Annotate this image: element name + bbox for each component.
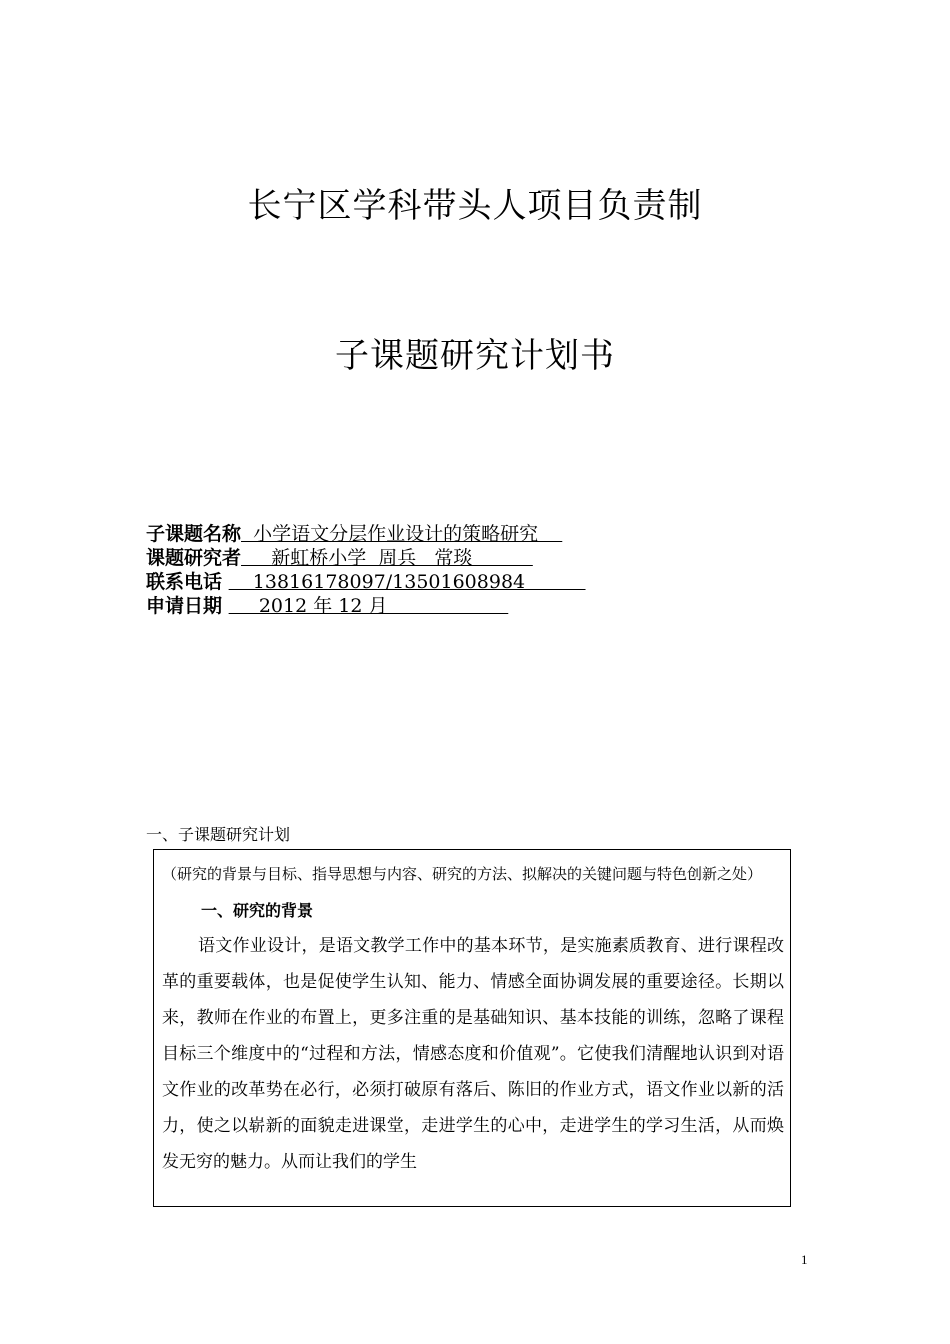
- info-row-subproject-name: [146, 522, 586, 546]
- researchers-value: 新虹桥小学 周兵 常琰: [241, 547, 533, 569]
- plan-box-note: （研究的背景与目标、指导思想与内容、研究的方法、拟解决的关键问题与特色创新之处）: [162, 865, 763, 883]
- phone-value: 13816178097/13501608984: [228, 571, 586, 593]
- document-title-line2: 子课题研究计划书: [335, 336, 615, 376]
- plan-box-subheading: 一、研究的背景: [201, 901, 314, 920]
- phone-label: 联系电话: [146, 571, 229, 593]
- research-plan-box: [153, 849, 791, 1207]
- researchers-label: 课题研究者: [146, 547, 242, 569]
- section-heading: 一、子课题研究计划: [146, 825, 291, 844]
- info-row-application-date: [146, 594, 586, 618]
- subproject-name-label: 子课题名称: [146, 523, 242, 545]
- project-info-block: [146, 522, 586, 618]
- subproject-name-value: 小学语文分层作业设计的策略研究: [241, 523, 563, 545]
- info-row-phone: [146, 570, 586, 594]
- document-title-line1: 长宁区学科带头人项目负责制: [247, 186, 703, 226]
- application-date-label: 申请日期: [146, 595, 229, 617]
- page-number: 1: [801, 1252, 808, 1267]
- application-date-value: 2012 年 12 月: [228, 595, 509, 617]
- plan-box-body: 语文作业设计，是语文教学工作中的基本环节，是实施素质教育、进行课程改革的重要载体，也是促使学生认知、能力、情感全面协调发展的重要途径。长期以来，教师在作业的布置上，更多注重的是基础知识、基本技能的训练，忽略了课程目标三个维度中的“过程和方法，情感态度和价值观”。它使我们清醒地认识到对语文作业的改革势在必行，必须打破原有落后、陈旧的作业方式，语文作业以新的活力，使之以崭新的面貌走进课堂，走进学生的心中，走进学生的学习生活，从而焕发无穷的魅力。从而让我们的学生: [162, 936, 784, 1172]
- info-row-researchers: [146, 546, 586, 570]
